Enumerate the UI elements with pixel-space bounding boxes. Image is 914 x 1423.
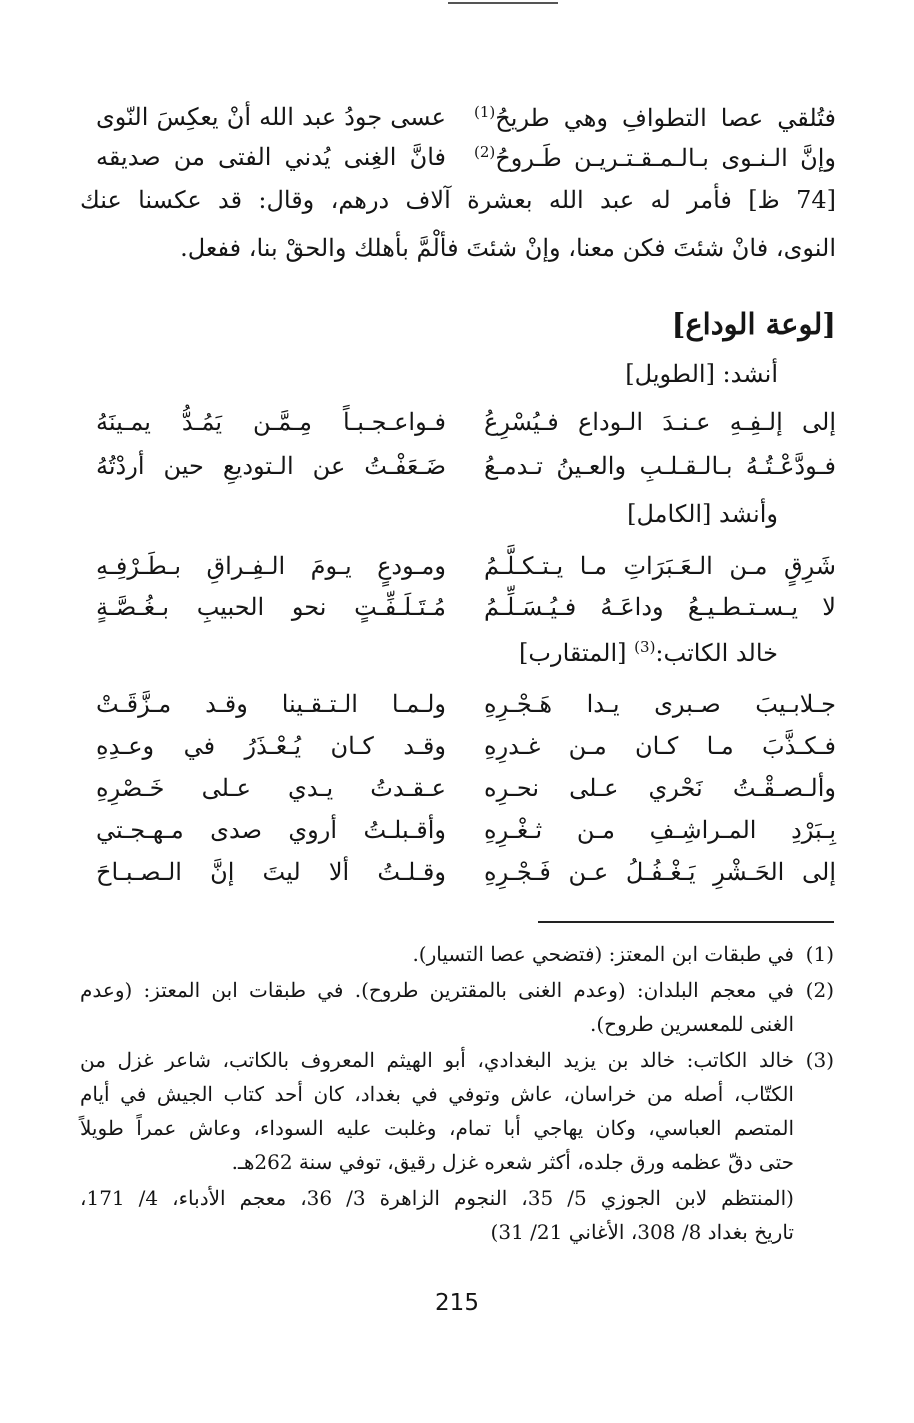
meter-name: [المتقارب] [519,639,627,667]
footnote-number: (3) [805,1048,834,1072]
footnote-line: الكتّاب، أصله من خراسان، عاش وتوفي في بغداد، كان أحد كتاب الجيش في أيام [80,1082,794,1106]
section-heading: [لوعة الوداع] [671,307,836,341]
verse-line: جـلابـيبَ صـبرى يـدا هَـجْـرِهِ [484,690,836,718]
verse-line: فـكـذَّبَ مـا كـان مـن غـدرِهِ [484,732,836,760]
footnote-ref-3: (3) [634,638,656,656]
poet-name: خالد الكاتب: [655,639,778,667]
verse-line: وألـصـقْـتُ نَحْري عـلى نحـرِه [484,774,836,802]
page-number: 215 [435,1290,479,1316]
verse-line: ولـمـا الـتـقـينا وقـد مـزَّقَـتْ [96,690,446,718]
scan-mark [448,2,558,4]
verse-2-second-hemistich [474,143,836,172]
verse-line: إلى الحَـشْرِ يَـغْـفُـلُ عـن فَـجْـرِهِ [484,858,836,886]
verse-line: وأقـبلـتُ أروي صدى مـهـجـتي [96,816,446,844]
verse-line: وقـلـتُ ألا ليتَ إنَّ الـصـبـاحَ [96,858,446,886]
verse-line: عـقـدتُ يـدي عـلى خَـصْرِهِ [96,774,446,802]
footnote-line: المتصم العباسي، وكان يهاجي أبا تمام، وغلبت عليه السوداء، وعاش عمراً طويلاً [80,1116,794,1140]
verse-line: لا يـسـتـطـيـعُ وداعَـهُ فـيُـسَـلِّـمُ [484,593,836,621]
prose-line: [74 ظ] فأمر له عبد الله بعشرة آلاف درهم، وقال: قد عكسنا عنك [80,186,836,214]
footnote-line: خالد الكاتب: خالد بن يزيد البغدادي، أبو الهيثم المعروف بالكاتب، شاعر غزل من [80,1048,794,1072]
footnote-number: (2) [805,978,834,1002]
footnote-line: في طبقات ابن المعتز: (فتضحي عصا التسيار). [412,942,794,966]
verse-line: فـواعـجـبـاً مِـمَّـن يَمُـدُّ يمـينَهُ [96,408,446,436]
footnote-line: تاريخ بغداد 8/ 308، الأغاني 21/ 31) [490,1220,794,1244]
verse-1-second-hemistich [474,103,836,132]
verse-line: وقـد كـان يُـعْـذَرُ في وعـدِهِ [96,732,446,760]
verse-line: ضَـعَفْـتُ عن الـتوديعِ حين أردْتُهُ [96,452,446,480]
verse-1-first-hemistich: عسى جودُ عبد الله أنْ يعكِسَ النّوى [96,103,446,131]
poem-intro: وأنشد [الكامل] [627,500,778,528]
footnote-line: حتى دقّ عظمه ورق جلده، أكثر شعره غزل رقيق، توفي سنة 262هـ. [231,1150,794,1174]
poem-intro: أنشد: [الطويل] [625,360,778,388]
footnote-separator [538,921,834,923]
footnote-line: الغنى للمعسرين طروح). [590,1012,794,1036]
footnote-ref-1: (1) [474,103,496,121]
verse-line: إلى إلـفِـهِ عـنـدَ الـوداع فـيُسْرِعُ [484,408,836,436]
verse-2-first-hemistich: فانَّ الغِنى يُدني الفتى من صديقه [96,143,446,171]
verse-line: مُـتَـلَـفِّـتٍ نحو الحبيبِ بـغُـصَّـةٍ [96,593,446,621]
prose-line: النوى، فانْ شئتَ فكن معنا، وإنْ شئتَ فألْمَّ بأهلك والحقْ بنا، ففعل. [180,234,836,262]
verse-line: فـودَّعْـتُـهُ بـالـقـلـبِ والعـينُ تـدمـعُ [484,452,836,480]
footnote-number: (1) [805,942,834,966]
verse-line: بِـبَرْدِ المـراشِـفِ مـن ثـغْـرِهِ [484,816,836,844]
verse-line: شَرِقٍ مـن الـعَـبَرَاتِ مـا يـتـكـلَّـمُ [484,552,836,580]
verse-line: ومـودعٍ يـومَ الـفِـراقِ بـطَـرْفِـهِ [96,552,446,580]
footnote-ref-2: (2) [474,143,496,161]
verse-2-second-hemistich-text: وإنَّ الـنـوى بـالـمـقـتـريـن طَـروحُ [495,144,836,172]
verse-1-second-hemistich-text: فتُلقي عصا التطوافِ وهي طريحُ [495,104,836,132]
poem-intro [519,638,778,667]
footnote-line: في معجم البلدان: (وعدم الغنى بالمقترين طروح). في طبقات ابن المعتز: (وعدم [80,978,794,1002]
footnote-line: (المنتظم لابن الجوزي 5/ 35، النجوم الزاهرة 3/ 36، معجم الأدباء، 4/ 171، [80,1186,794,1210]
